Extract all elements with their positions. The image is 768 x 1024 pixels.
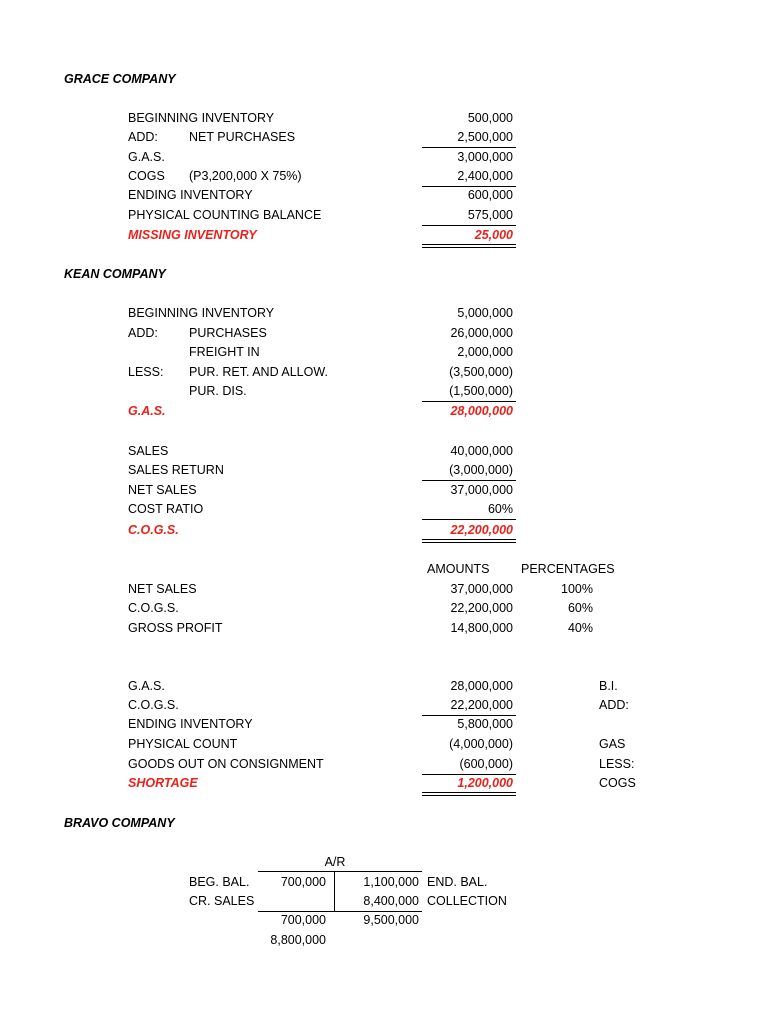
kean-beginning-inventory-value: 5,000,000 (457, 306, 513, 320)
percentages-header: PERCENTAGES (521, 562, 615, 576)
grace-missing-inventory-value: 25,000 (474, 228, 513, 242)
grace-cogs-value: 2,400,000 (457, 169, 513, 183)
kean-purchases-value: 26,000,000 (450, 326, 513, 340)
underline (422, 519, 516, 520)
kean-less-prefix: LESS: (128, 365, 164, 379)
kean-cogs-value: 22,200,000 (450, 523, 513, 537)
t-account-credit-total: 9,500,000 (363, 913, 419, 927)
t-account-credit-label: END. BAL. (427, 875, 488, 889)
profit-row-label: C.O.G.S. (128, 601, 179, 615)
side-note: ADD: (599, 698, 629, 712)
profit-row-amount: 37,000,000 (450, 582, 513, 596)
shortage-gas-value: 28,000,000 (450, 679, 513, 693)
double-underline (422, 792, 516, 796)
kean-add-prefix: ADD: (128, 326, 158, 340)
kean-gas-label: G.A.S. (128, 404, 166, 418)
kean-freight-in-value: 2,000,000 (457, 345, 513, 359)
grace-ending-inventory-value: 600,000 (467, 188, 513, 202)
kean-cost-ratio-value: 60% (487, 502, 513, 516)
kean-net-sales-label: NET SALES (128, 483, 197, 497)
kean-gas-value: 28,000,000 (450, 404, 513, 418)
grace-missing-inventory-label: MISSING INVENTORY (128, 228, 257, 242)
underline (422, 480, 516, 481)
shortage-ending-inventory-value: 5,800,000 (457, 717, 513, 731)
grace-gas-value: 3,000,000 (457, 150, 513, 164)
grace-ending-inventory-label: ENDING INVENTORY (128, 188, 253, 202)
kean-cost-ratio-label: COST RATIO (128, 502, 204, 516)
grace-company-title: GRACE COMPANY (64, 72, 176, 86)
grace-beginning-inventory-value: 500,000 (467, 111, 513, 125)
grace-cogs-note: (P3,200,000 X 75%) (189, 169, 302, 183)
kean-company-title: KEAN COMPANY (64, 267, 166, 281)
grace-gas-label: G.A.S. (128, 150, 165, 164)
profit-row-label: NET SALES (128, 582, 197, 596)
shortage-value: 1,200,000 (457, 776, 513, 790)
amounts-header: AMOUNTS (427, 562, 490, 576)
profit-row-pct: 40% (567, 621, 593, 635)
side-note: COGS (599, 776, 636, 790)
kean-sales-return-value: (3,000,000) (449, 463, 513, 477)
kean-freight-in-label: FREIGHT IN (189, 345, 260, 359)
kean-sales-return-label: SALES RETURN (128, 463, 224, 477)
grace-beginning-inventory-label: BEGINNING INVENTORY (128, 111, 275, 125)
kean-net-sales-value: 37,000,000 (450, 483, 513, 497)
kean-pur-dis-label: PUR. DIS. (189, 384, 247, 398)
kean-pur-ret-value: (3,500,000) (449, 365, 513, 379)
shortage-label: SHORTAGE (128, 776, 198, 790)
underline (422, 401, 516, 402)
t-account-top-line (258, 871, 422, 872)
double-underline (422, 539, 516, 543)
shortage-cogs-value: 22,200,000 (450, 698, 513, 712)
shortage-consignment-label: GOODS OUT ON CONSIGNMENT (128, 757, 324, 771)
grace-net-purchases-value: 2,500,000 (457, 130, 513, 144)
profit-row-pct: 100% (561, 582, 593, 596)
t-account-credit-label: COLLECTION (427, 894, 507, 908)
kean-sales-label: SALES (128, 444, 169, 458)
t-account-title: A/R (324, 855, 346, 869)
underline (422, 147, 516, 148)
shortage-gas-label: G.A.S. (128, 679, 165, 693)
profit-row-amount: 22,200,000 (450, 601, 513, 615)
bravo-company-title: BRAVO COMPANY (64, 816, 175, 830)
side-note: GAS (599, 737, 626, 751)
t-account-debit-label: CR. SALES (189, 894, 255, 908)
shortage-ending-inventory-label: ENDING INVENTORY (128, 717, 253, 731)
double-underline (422, 244, 516, 248)
grace-physical-count-label: PHYSICAL COUNTING BALANCE (128, 208, 322, 222)
kean-pur-ret-label: PUR. RET. AND ALLOW. (189, 365, 328, 379)
shortage-physical-count-label: PHYSICAL COUNT (128, 737, 238, 751)
kean-sales-value: 40,000,000 (450, 444, 513, 458)
side-note: LESS: (599, 757, 635, 771)
underline (422, 225, 516, 226)
side-note: B.I. (599, 679, 618, 693)
kean-beginning-inventory-label: BEGINNING INVENTORY (128, 306, 275, 320)
kean-pur-dis-value: (1,500,000) (449, 384, 513, 398)
shortage-physical-count-value: (4,000,000) (449, 737, 513, 751)
shortage-consignment-value: (600,000) (459, 757, 513, 771)
profit-row-amount: 14,800,000 (450, 621, 513, 635)
t-account-credit-value: 8,400,000 (363, 894, 419, 908)
grace-add-prefix: ADD: (128, 130, 158, 144)
t-account-debit-label: BEG. BAL. (189, 875, 250, 889)
shortage-cogs-label: C.O.G.S. (128, 698, 179, 712)
t-account-debit-total: 700,000 (280, 913, 326, 927)
grace-net-purchases-label: NET PURCHASES (189, 130, 296, 144)
profit-row-label: GROSS PROFIT (128, 621, 223, 635)
profit-row-pct: 60% (567, 601, 593, 615)
t-account-debit-value: 700,000 (280, 875, 326, 889)
kean-cogs-label: C.O.G.S. (128, 523, 179, 537)
t-account-debit-grand-total: 8,800,000 (270, 933, 326, 947)
grace-cogs-label: COGS (128, 169, 165, 183)
kean-purchases-label: PURCHASES (189, 326, 267, 340)
grace-physical-count-value: 575,000 (467, 208, 513, 222)
t-account-credit-value: 1,100,000 (363, 875, 419, 889)
